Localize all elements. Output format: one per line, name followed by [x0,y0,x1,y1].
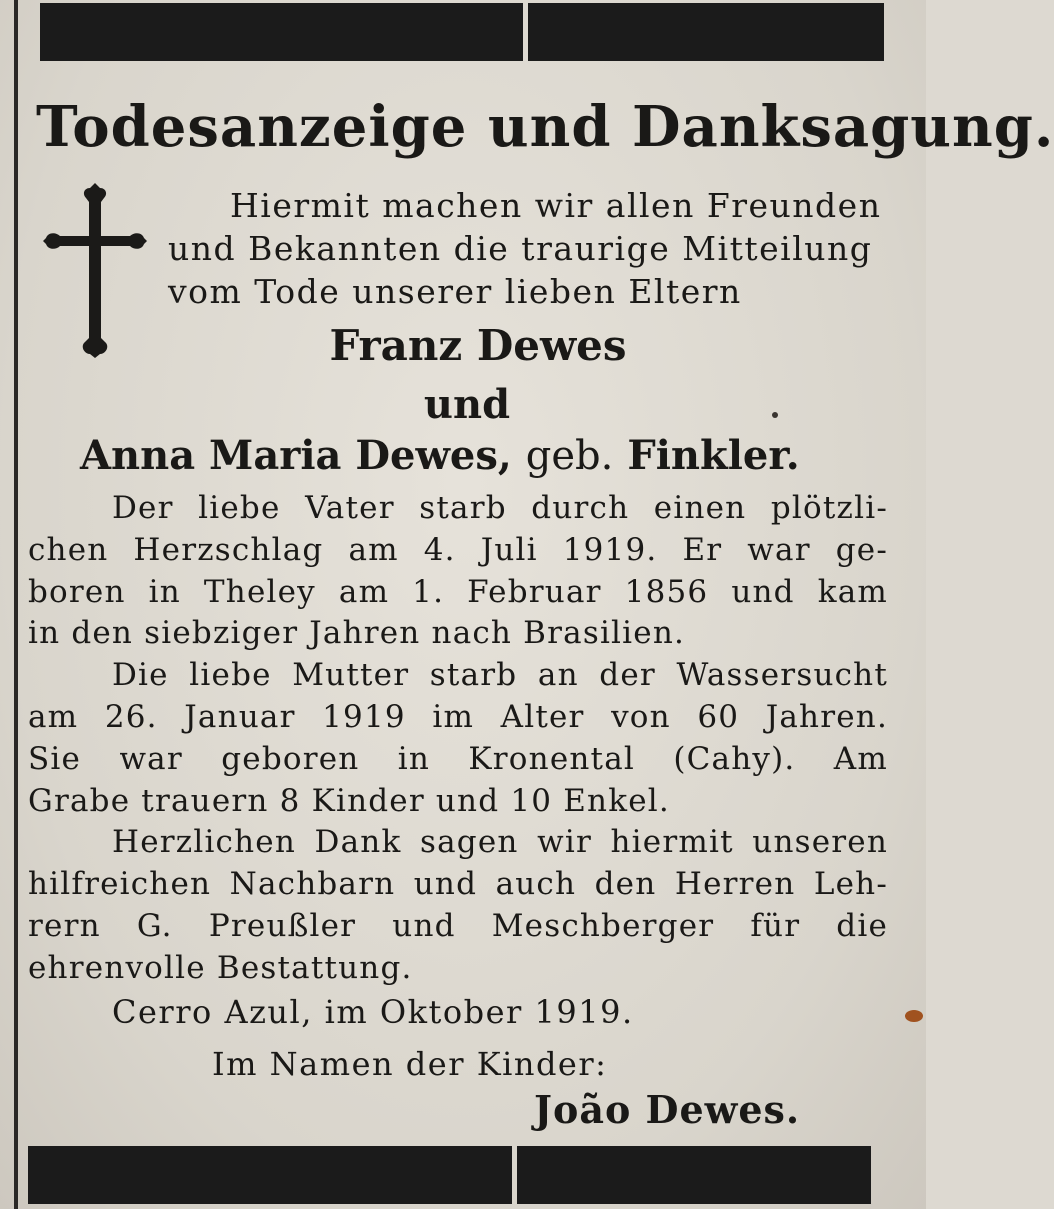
body-line: in den siebziger Jahren nach Brasilien. [28,615,686,652]
body-line: chen Herzschlag am 4. Juli 1919. Er war ge- [28,531,888,568]
intro-line: vom Tode unserer lieben Eltern [168,272,742,311]
column-rule [14,0,18,1209]
intro-line: und Bekannten die traurige Mitteilung [168,229,873,268]
signer-prefix: Im Namen der Kinder: [212,1045,608,1083]
paper-speck [905,1010,923,1022]
intro-text [168,184,898,313]
conjunction: und [423,381,511,428]
signer-name: João Dewes. [534,1087,801,1132]
body-line: Der liebe Vater starb durch einen plötzli- [112,490,888,526]
paper-speck [772,412,778,418]
notice-title: Todesanzeige und Danksagung. [36,94,1054,160]
mother-name: Anna Maria Dewes, [80,432,512,479]
bottom-mourning-bar-right [517,1146,871,1204]
body-line: Die liebe Mutter starb an der Wassersucht [112,657,888,694]
top-mourning-bar-left [40,3,523,61]
body-line: am 26. Januar 1919 im Alter von 60 Jahren. [28,698,888,735]
body-line: hilfreichen Nachbarn und auch den Herren Leh- [28,866,888,903]
deceased-father-name: Franz Dewes [329,321,627,370]
notice-body [28,488,888,990]
body-line: boren in Theley am 1. Februar 1856 und kam [28,573,888,610]
geb-label: geb. [525,433,614,479]
body-line: Sie war geboren in Kronental (Cahy). Am [28,740,888,777]
body-line: ehrenvolle Bestattung. [28,949,413,986]
maiden-name: Finkler. [627,432,800,479]
intro-line: Hiermit machen wir allen Freunden [230,186,882,225]
deceased-mother-name [80,428,840,484]
body-line: rern G. Preußler und Meschberger für die [28,907,888,944]
top-mourning-bar-right [528,3,884,61]
body-line: Grabe trauern 8 Kinder und 10 Enkel. [28,782,670,819]
place-date: Cerro Azul, im Oktober 1919. [112,993,634,1031]
body-line: Herzlichen Dank sagen wir hiermit unseren [112,824,888,861]
bottom-mourning-bar-left [28,1146,512,1204]
